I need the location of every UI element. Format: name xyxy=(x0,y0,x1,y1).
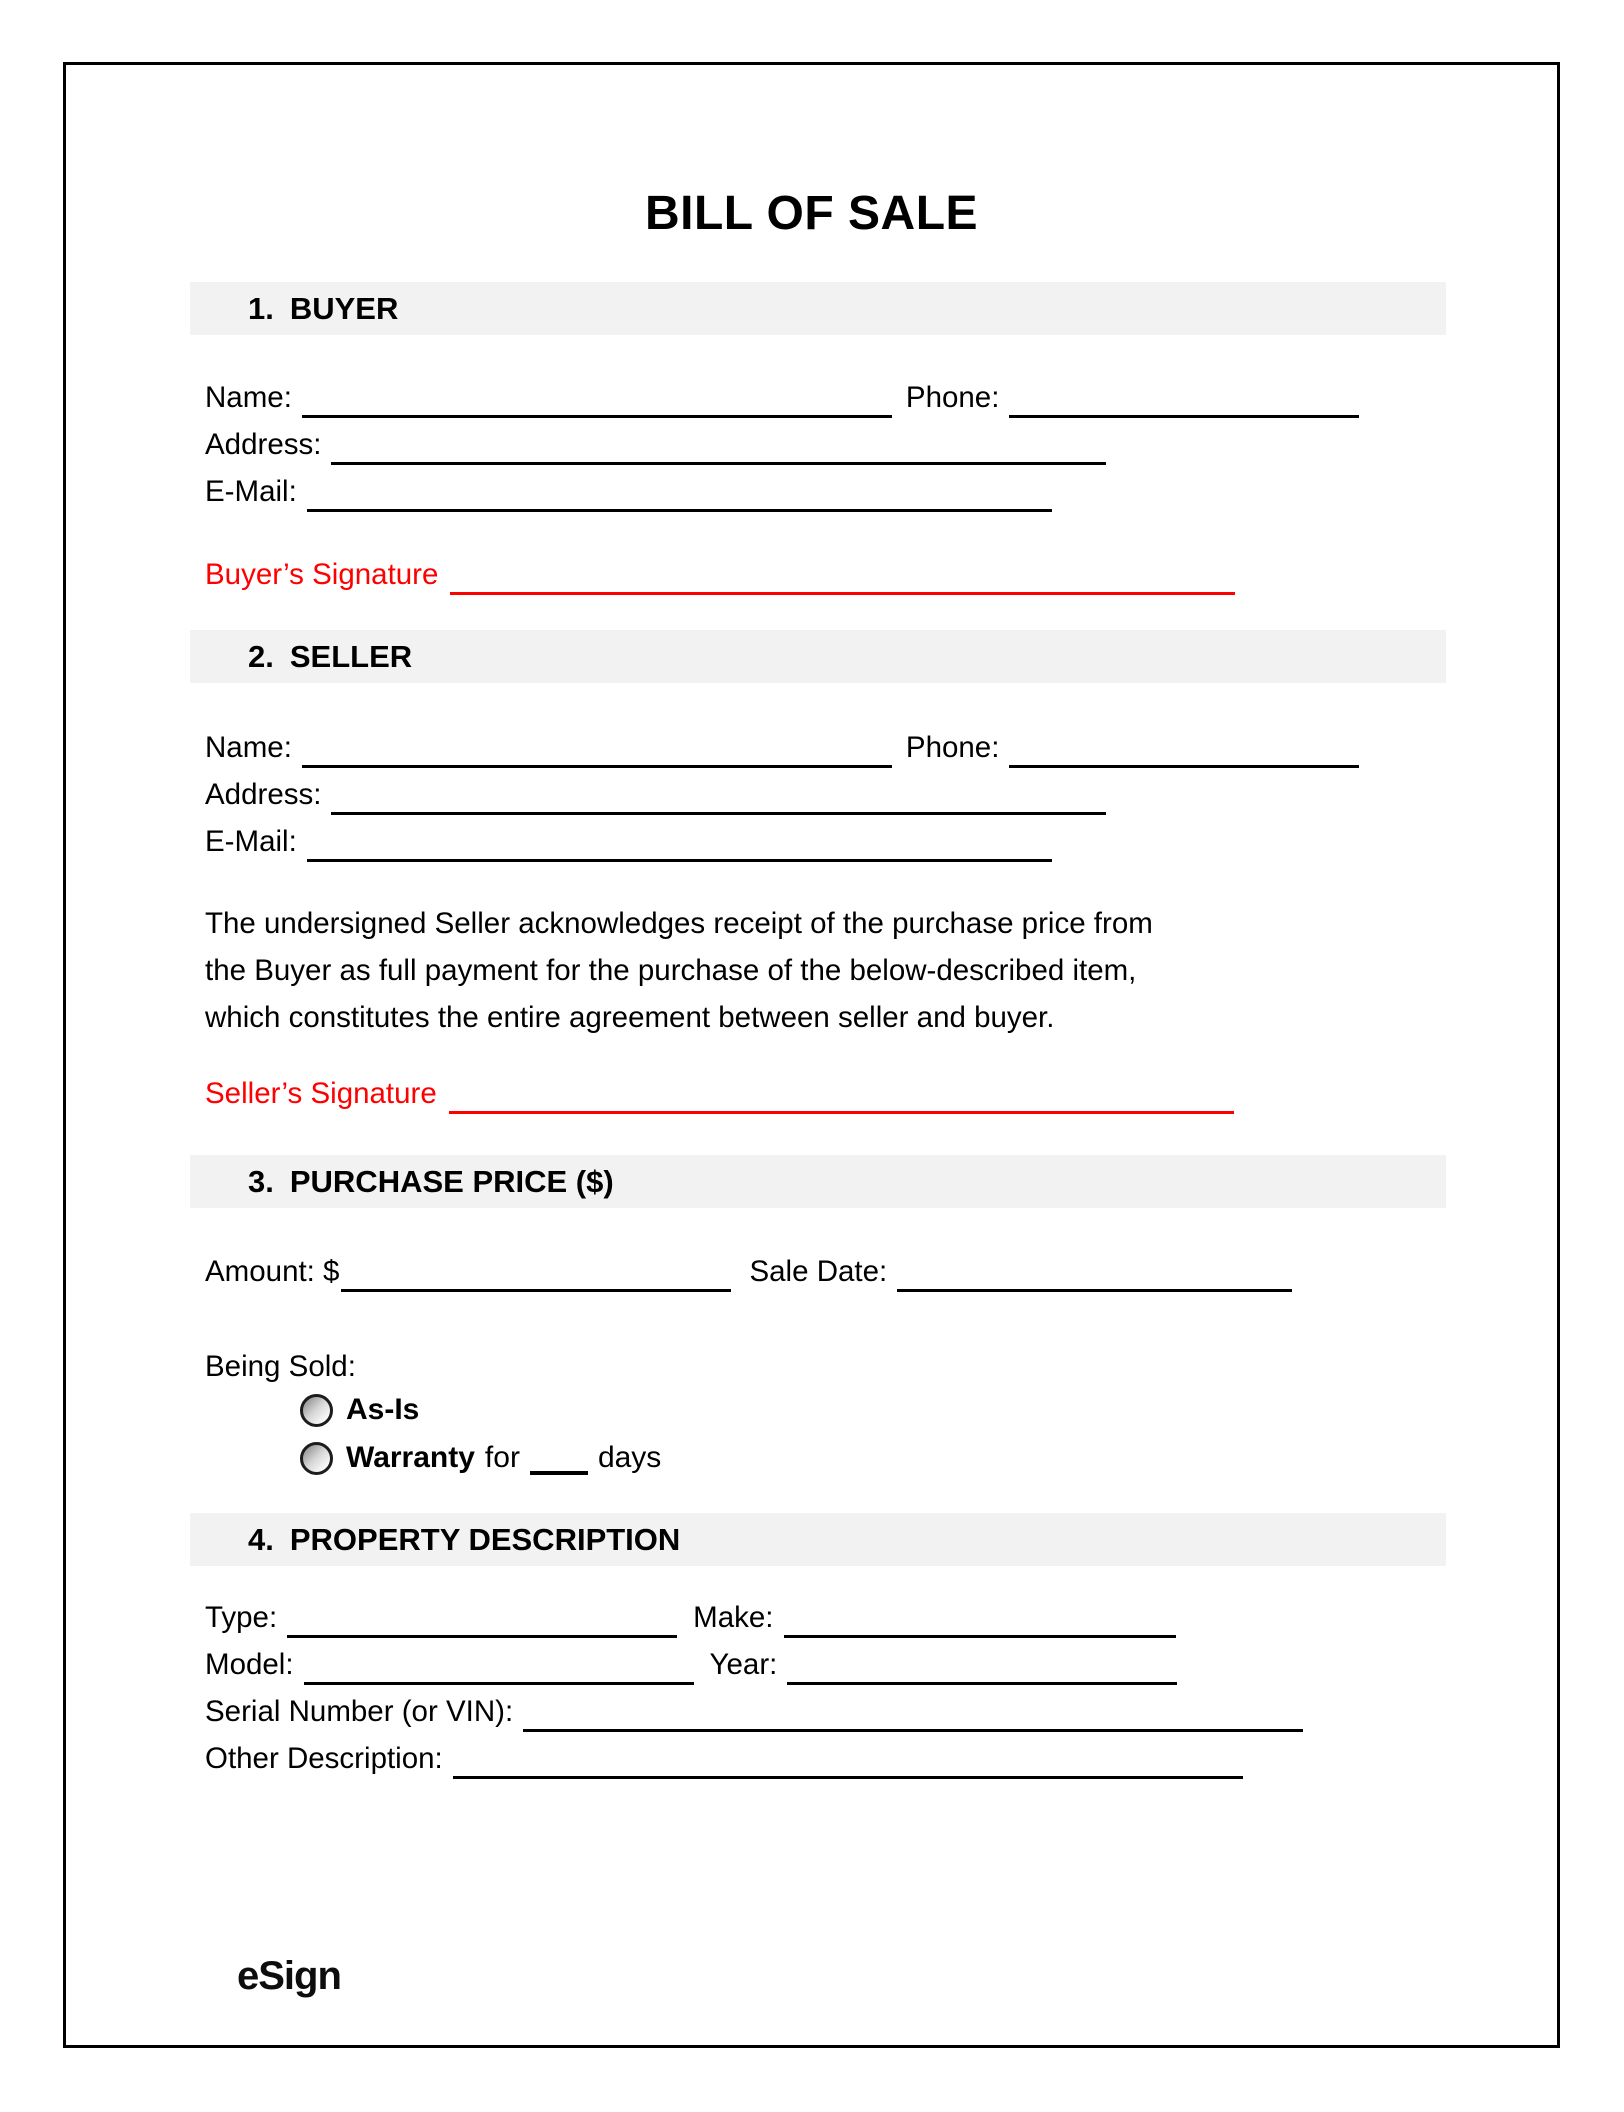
buyer-name-row xyxy=(205,372,1359,418)
seller-email-label: E-Mail: xyxy=(205,825,297,858)
amount-row xyxy=(205,1246,1292,1292)
esign-logo: eSign xyxy=(237,1954,341,1998)
warranty-days-field-line[interactable] xyxy=(530,1445,588,1475)
buyer-signature-label: Buyer’s Signature xyxy=(205,558,439,591)
section-number: 3. xyxy=(248,1163,274,1199)
buyer-signature-row xyxy=(205,549,1235,595)
serial-number-label: Serial Number (or VIN): xyxy=(205,1695,514,1728)
type-make-row xyxy=(205,1592,1176,1638)
seller-address-row xyxy=(205,769,1106,815)
seller-email-row xyxy=(205,816,1052,862)
model-year-row xyxy=(205,1639,1177,1685)
seller-address-field-line[interactable] xyxy=(331,777,1106,815)
buyer-email-label: E-Mail: xyxy=(205,475,297,508)
warranty-days-text: days xyxy=(597,1441,662,1474)
seller-name-field-line[interactable] xyxy=(302,730,892,768)
seller-phone-field-line[interactable] xyxy=(1009,730,1359,768)
other-description-label: Other Description: xyxy=(205,1742,443,1775)
seller-email-field-line[interactable] xyxy=(307,824,1052,862)
seller-signature-line[interactable] xyxy=(449,1076,1234,1114)
section-header-buyer xyxy=(190,282,1446,335)
type-label: Type: xyxy=(205,1601,278,1634)
warranty-option-label: Warranty xyxy=(346,1441,475,1474)
buyer-name-field-line[interactable] xyxy=(302,380,892,418)
buyer-name-label: Name: xyxy=(205,381,292,414)
seller-address-label: Address: xyxy=(205,778,322,811)
section-heading: BUYER xyxy=(289,290,399,326)
paragraph-line: The undersigned Seller acknowledges receipt of the purchase price from xyxy=(205,907,1153,940)
sale-date-field-line[interactable] xyxy=(897,1254,1292,1292)
seller-signature-label: Seller’s Signature xyxy=(205,1077,437,1110)
make-label: Make: xyxy=(693,1601,774,1634)
year-label: Year: xyxy=(709,1648,778,1681)
warranty-for-text: for xyxy=(484,1441,520,1474)
buyer-address-label: Address: xyxy=(205,428,322,461)
buyer-signature-line[interactable] xyxy=(450,557,1235,595)
section-number: 4. xyxy=(248,1521,274,1557)
warranty-radio[interactable] xyxy=(300,1442,333,1475)
section-header-seller xyxy=(190,630,1446,683)
seller-name-label: Name: xyxy=(205,731,292,764)
year-field-line[interactable] xyxy=(787,1647,1177,1685)
seller-name-row xyxy=(205,722,1359,768)
amount-field-line[interactable] xyxy=(341,1254,731,1292)
other-description-row xyxy=(205,1733,1243,1779)
seller-signature-row xyxy=(205,1068,1234,1114)
paragraph-line: the Buyer as full payment for the purchase of the below-described item, xyxy=(205,954,1137,987)
serial-number-row xyxy=(205,1686,1303,1732)
as-is-option-label: As-Is xyxy=(346,1393,420,1426)
serial-number-field-line[interactable] xyxy=(523,1694,1303,1732)
section-number: 2. xyxy=(248,638,274,674)
being-sold-label: Being Sold: xyxy=(205,1350,356,1383)
as-is-option-row xyxy=(300,1386,419,1434)
as-is-radio[interactable] xyxy=(300,1394,333,1427)
other-description-field-line[interactable] xyxy=(453,1741,1243,1779)
section-heading: SELLER xyxy=(289,638,413,674)
section-header-property-description xyxy=(190,1513,1446,1566)
page-title: BILL OF SALE xyxy=(644,187,979,240)
buyer-email-field-line[interactable] xyxy=(307,474,1052,512)
buyer-email-row xyxy=(205,466,1052,512)
sale-date-label: Sale Date: xyxy=(749,1255,888,1288)
seller-phone-label: Phone: xyxy=(905,731,1000,764)
warranty-option-row xyxy=(300,1434,661,1482)
seller-acknowledgement-paragraph xyxy=(205,900,1435,1041)
buyer-phone-field-line[interactable] xyxy=(1009,380,1359,418)
buyer-address-field-line[interactable] xyxy=(331,427,1106,465)
section-heading: PROPERTY DESCRIPTION xyxy=(289,1521,681,1557)
section-number: 1. xyxy=(248,290,274,326)
buyer-phone-label: Phone: xyxy=(905,381,1000,414)
amount-label: Amount: $ xyxy=(205,1255,340,1288)
make-field-line[interactable] xyxy=(784,1600,1176,1638)
model-field-line[interactable] xyxy=(304,1647,694,1685)
being-sold-row xyxy=(205,1341,356,1387)
section-header-purchase-price xyxy=(190,1155,1446,1208)
buyer-address-row xyxy=(205,419,1106,465)
model-label: Model: xyxy=(205,1648,294,1681)
type-field-line[interactable] xyxy=(287,1600,677,1638)
section-heading: PURCHASE PRICE ($) xyxy=(289,1163,614,1199)
paragraph-line: which constitutes the entire agreement between seller and buyer. xyxy=(205,1001,1055,1034)
